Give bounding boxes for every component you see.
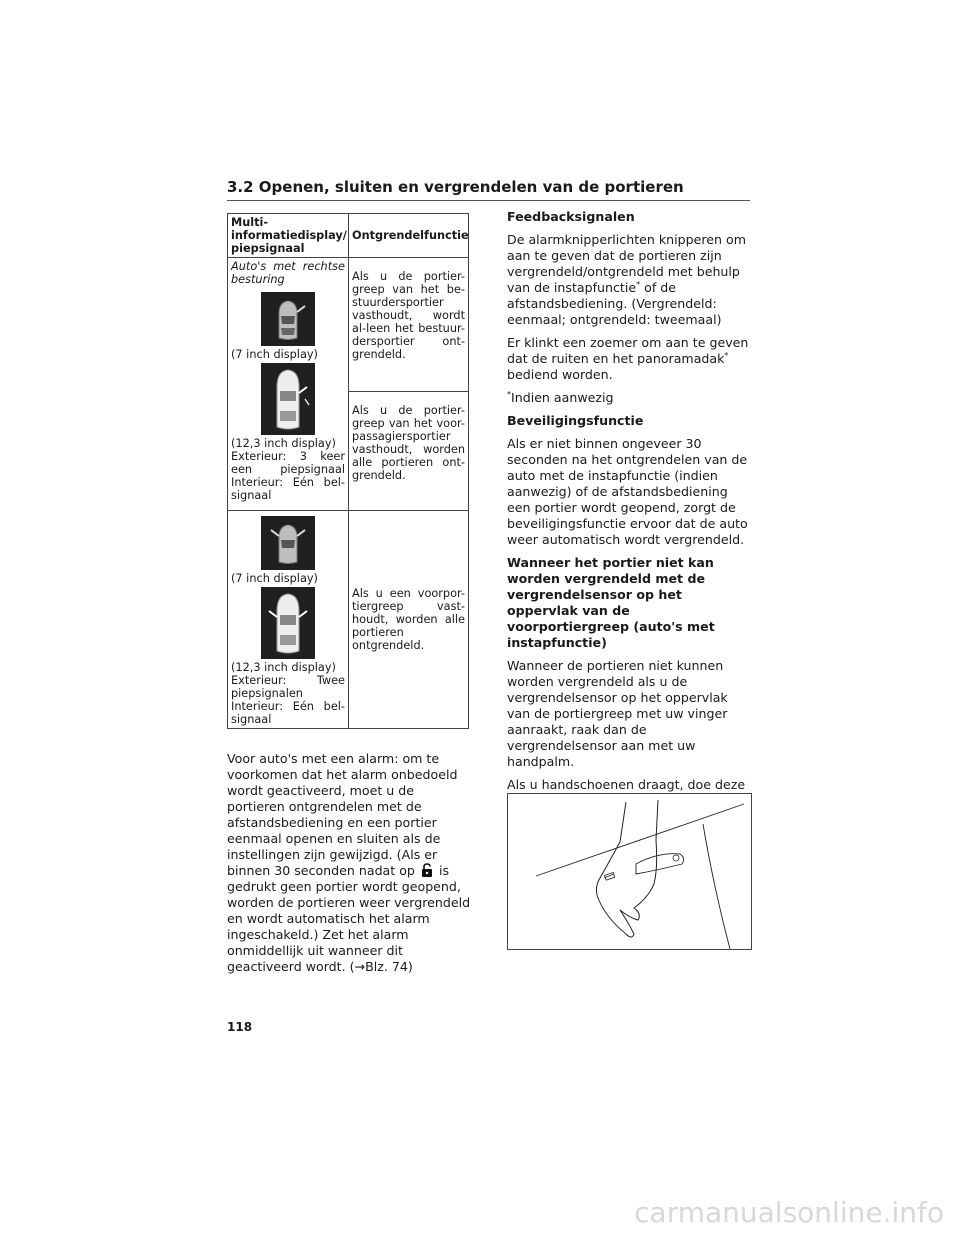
- table-header-row: [228, 214, 469, 258]
- display-12-label: (12,3 inch display): [231, 661, 336, 674]
- feedback-title: Feedbacksignalen: [507, 209, 635, 224]
- col-header-display: Multi-informatiedisplay/ piepsignaal: [228, 214, 349, 258]
- unlock-function-table: [227, 213, 469, 729]
- unlock-icon: [421, 863, 433, 877]
- col-header-function: Ontgrendelfunctie: [349, 214, 469, 258]
- function-all-doors: Als u een voorpor-tiergreep vast-houdt, worden alle portieren ontgrendeld.: [349, 511, 469, 729]
- row2-display-cell: [228, 511, 349, 729]
- car-driver-door-12inch-image: [261, 363, 315, 435]
- security-paragraph: Als er niet binnen ongeveer 30 seconden na het ontgrendelen van de auto met de instapfunctie (indien aanwezig) of de afstandsbediening een portier wordt geopend, zorgt de beveiligingsfunctie ervoor dat de auto weer automatisch wordt vergrendeld.: [507, 436, 748, 547]
- function-driver-door: Als u de portier-greep van het be-stuurdersportier vasthoudt, wordt al-leen het bestuur-dersportier ont-grendeld.: [349, 258, 469, 392]
- rhd-note: Auto's met rechtse besturing: [231, 260, 345, 286]
- table-row: [228, 511, 469, 729]
- car-all-doors-12inch-image: [261, 587, 315, 659]
- display-7-label: (7 inch display): [231, 572, 318, 585]
- watermark: carmanualsonline.info: [634, 1196, 944, 1229]
- security-title: Beveiligingsfunctie: [507, 413, 644, 428]
- beep-signals-text: Exterieur: Twee piepsignalen Interieur: Eén bel-signaal: [231, 674, 345, 726]
- page-number: 118: [227, 1020, 253, 1034]
- display-12-label: (12,3 inch display): [231, 437, 336, 450]
- cannot-lock-title: Wanneer het portier niet kan worden vergrendeld met de vergrendelsensor op het oppervlak van de voorportiergreep (auto's met instapfunctie): [507, 555, 715, 650]
- hand-on-door-handle-illustration: [507, 793, 752, 950]
- function-passenger-door: Als u de portier-greep van het voor-passagiersportier vasthoudt, worden alle portieren ont-grendeld.: [349, 392, 469, 511]
- car-all-doors-7inch-image: [261, 516, 315, 570]
- feedback-paragraph-1: De alarmknipperlichten knipperen om aan te geven dat de portieren zijn vergrendeld/ontgrendeld met behulp van de instapfunctie* of de afstandsbediening. (Vergrendeld: eenmaal; ontgrendeld: tweemaal): [507, 232, 746, 327]
- table-row: [228, 258, 469, 392]
- footnote: *Indien aanwezig: [507, 389, 614, 405]
- feedback-paragraph-2: Er klinkt een zoemer om aan te geven dat de ruiten en het panoramadak* bediend worden.: [507, 335, 749, 382]
- beep-signals-text: Exterieur: 3 keer een piepsignaal Interieur: Eén bel-signaal: [231, 450, 345, 502]
- car-driver-door-7inch-image: [261, 292, 315, 346]
- display-7-label: (7 inch display): [231, 348, 318, 361]
- cannot-lock-paragraph-1: Wanneer de portieren niet kunnen worden vergrendeld als u de vergrendelsensor op het oppervlak van de portiergreep met uw vinger aanraakt, raak dan de vergrendelsensor aan met uw handpalm.: [507, 658, 728, 769]
- cannot-lock-paragraph-2: Als u handschoenen draagt, doe deze: [507, 777, 746, 792]
- right-column: [507, 209, 753, 816]
- row1-display-cell: [228, 258, 349, 511]
- section-header: 3.2 Openen, sluiten en vergrendelen van de portieren: [227, 178, 750, 201]
- alarm-note: Voor auto's met een alarm: om te voorkomen dat het alarm onbedoeld wordt geactiveerd, moet u de portieren ontgrendelen met de afstandsbediening en een portier eenmaal openen en sluiten als de instellingen zijn gewijzigd. (Als er binnen 30 seconden nadat op is gedrukt geen portier wordt geopend, worden de portieren weer vergrendeld en wordt automatisch het alarm ingeschakeld.) Zet het alarm onmiddellijk uit wanneer dit geactiveerd wordt. (→Blz. 74): [227, 751, 471, 974]
